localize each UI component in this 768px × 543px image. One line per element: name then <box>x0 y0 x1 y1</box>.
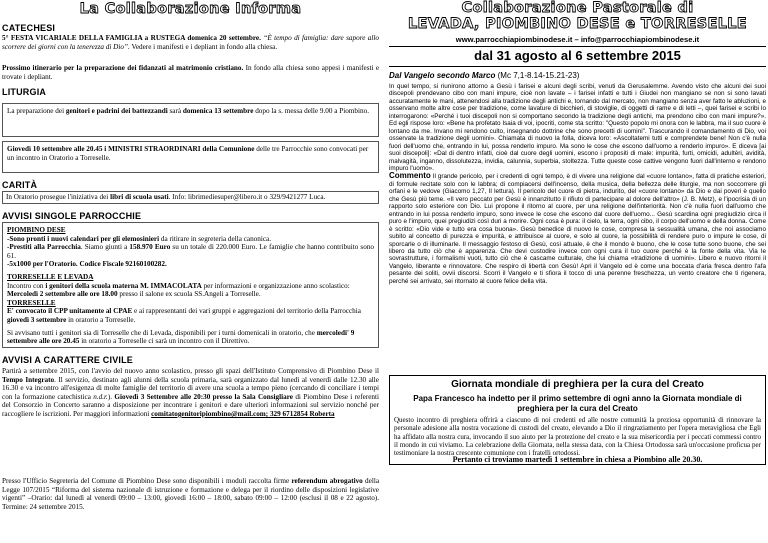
calendari-line: -Sono pronti i nuovi calendari per gli elemosinieri da ritirare in segreteria della canonica. <box>7 234 272 243</box>
scuola-materna-paragraph: Incontro con i genitori della scuola materna M. IMMACOLATA per informazioni e organizzazione anno scolastico: Mercoledì 2 settembre alle ore 18.00 presso il salone ex scuola SS.Angeli a Torreselle. <box>7 281 350 299</box>
avvisi-parrocchie-box <box>2 222 379 348</box>
vangelo-text: In quel tempo, si riunirono attorno a Gesù i farisei e alcuni degli scribi, venuti da Gerusalemme. Avendo visto che alcuni dei suoi discepoli prendevano cibo con mani impure, cioè non lavate – i farisei infatti e tutti i Giudei non mangiano se non si sono lavati accuratamente le mani, attenendosi alla tradizione degli antichi e, tornando dal mercato, non mangiano senza aver fatto le abluzioni, e osservano molte altre cose per tradizione, come lavature di bicchieri, di stoviglie, di oggetti di rame e di letti –, quei farisei e scribi lo interrogarono: «Perché i tuoi discepoli non si comportano secondo la tradizione degli antichi, ma prendono cibo con mani impure?». Ed egli rispose loro: «Bene ha profetato Isaia di voi, ipocriti, come sta scritto: "Questo popolo mi onora con le labbra, ma il suo cuore è lontano da me. Invano mi rendono culto, insegnando dottrine che sono precetti di uomini". Trascurando il comandamento di Dio, voi osservate la tradizione degli uomini». Chiamata di nuovo la folla, diceva loro: «Ascoltatemi tutti e comprendete bene! Non c'è nulla fuori dell'uomo che, entrando in lui, possa renderlo impuro. Ma sono le cose che escono dall'uomo a renderlo impuro». E diceva [ai suoi discepoli]: «Dal di dentro infatti, cioè dal cuore degli uomini, escono i propositi di male: impurità, furti, omicidi, adultèri, avidità, malvagità, inganno, dissolutezza, invidia, calunnia, superbia, stoltezza. Tutte queste cose cattive vengono fuori dall'interno e rendono impuro l'uomo». <box>389 83 766 172</box>
avvisi-civile-heading: AVVISI A CARATTERE CIVILE <box>2 355 134 365</box>
right-title-line1: Collaborazione Pastorale di <box>461 0 694 16</box>
ministri-text-a: Giovedì 10 settembre alle 20.45 i MINISTRI STRAORDINARI della Comunione <box>7 145 255 153</box>
carita-text-c: . Info: librimediesuper@libero.it o 329/9421277 Luca. <box>168 193 326 201</box>
giornata-title: Giornata mondiale di preghiera per la cura del Creato <box>451 379 704 390</box>
liturgia-ministri-box <box>2 141 379 173</box>
carita-text-b: libri di scuola usati <box>110 193 169 201</box>
battesimi-text-e: dopo la s. messa delle 9.00 a Piombino. <box>253 107 369 115</box>
carita-heading: CARITÀ <box>2 180 38 190</box>
cpp-paragraph: E' convocato il CPP unitamente al CPAE e ai rappresentanti dei vari gruppi e aggregazioni del territorio della Parrocchia giovedì 3 settembre in oratorio a Torreselle. <box>7 307 361 324</box>
vangelo-body <box>389 83 766 285</box>
fidanzati-rest: In fondo alla chiesa sono appesi i manifesti e trovate i depliant. <box>2 64 380 81</box>
piombino-title: PIOMBINO DESE <box>7 226 66 234</box>
commento-text: Il grande pericolo, per i credenti di ogni tempo, è di vivere una religione dal «cuore lontano», fatta di pratiche esteriori, di formule recitate solo con le labbra; di compiacersi dell'incenso, della musica, della bellezza delle liturgie, ma non soccorrere gli orfani e le vedove (Giacomo 1,27, II lettura). Il pericolo del cuore di pietra, indurito, del «cuore lontano» da Dio e dai poveri è quello che Gesù più teme. «Il vero peccato per Gesù è innanzitutto il rifiuto di partecipare al dolore dell'altro» (J. B. Metz), e l'ipocrisia di un rapporto solo esteriore con Dio. Lui propone il ritorno al cuore, per una religione dell'interiorità. Non c'è nulla fuori dall'uomo che entrando in lui possa renderlo impuro, sono invece le cose che escono dal cuore dell'uomo... Gesù scardina ogni pregiudizio circa il puro e l'impuro, quei pregiudizi così duri a morire. Ogni cosa è pura: il cielo, la terra, ogni cibo, il corpo dell'uomo e della donna. Come è scritto: «Dio vide e tutto era cosa buona». Gesù benedice di nuovo le cose, compresa la sessualità umana, che noi associamo subito al concetto di purezza e impurità, e attribuisce al cuore, e solo al cuore, la possibilità di rendere puro o impure le cose, di sporcarle o di illuminarle. Il messaggio festoso di Gesù, così attuale, è che il mondo è buono, che le cose tutte sono buone, che sei libero da tutto ciò che è apparenza. Che devi custodire invece con ogni cura il tuo cuore perché è la fonte della vita. Via le sovrastrutture, i formalismi vuoti, tutto ciò che è cascame culturale, che lui chiama «tradizione di uomini». Libero e nuovo ritorni il Vangelo, liberante e rinnovatore. Che respiro di libertà con Gesù! Apri il Vangelo ed è come una boccata d'aria fresca dentro l'afa pesante dei soliti, ovvii discorsi. Scorri il Vangelo e ti sfiora il tocco di una perenne freschezza, un vento creatore che ti rigenera, perché sei arrivato, sei ritornato al cuore felice della vita. <box>389 173 766 285</box>
cinque-per-mille-line: -5x1000 per l'Oratorio. Codice Fiscale 92160100282. <box>7 260 167 269</box>
liturgia-heading: LITURGIA <box>2 87 47 97</box>
catechesi-festa-paragraph <box>2 34 379 51</box>
giornata-closing: Pertanto ci troviamo martedì 1 settembre in chiesa a Piombino alle 20.30. <box>452 455 703 464</box>
festa-rest: Vedere i manifesti e i depliant in fondo alla chiesa. <box>131 42 278 51</box>
battesimi-text-d: domenica 13 settembre <box>182 107 254 115</box>
battesimi-text-b: genitori e padrini dei battezzandi <box>65 107 168 115</box>
liturgia-battesimi-box <box>2 103 379 137</box>
festa-italic: “È tempo di famiglia: dare sapore allo scorrere dei giorni con la tenerezza di Dio”. <box>2 34 379 51</box>
vangelo-heading: Dal Vangelo secondo Marco (Mc 7,1-8.14-15.21-23) <box>389 71 580 80</box>
contact-email[interactable]: comitatogenitoripiombino@mail.com; 329 6712854 Roberta <box>151 409 335 418</box>
festa-bold: 5° FESTA VICARIALE DELLA FAMIGLIA a RUSTEGA domenica 20 settembre. <box>2 34 261 42</box>
date-divider <box>389 66 766 67</box>
carita-box <box>2 191 379 204</box>
prestiti-line: -Prestiti alla Parrocchia. Siamo giunti a 158.970 Euro su un totale di 220.000 Euro. Le famiglie che hanno contribuito sono 61. <box>7 243 375 260</box>
fidanzati-bold: Prossimo itinerario per la preparazione dei fidanzati al matrimonio cristiano. <box>2 64 244 72</box>
avvisi-parrocchie-heading: AVVISI SINGOLE PARROCCHIE <box>2 211 142 221</box>
battesimi-text-c: sarà <box>167 107 183 115</box>
catechesi-heading: CATECHESI <box>2 23 56 33</box>
tempo-integrato-paragraph: Partirà a settembre 2015, con l'avvio del nuovo anno scolastico, presso gli spazi dell'Istituto Comprensivo di Piombino Dese il Tempo Integrato. Il servizio, destinato agli alunni della scuola primaria, sarà organizzato dal lunedì al venerdì dalle 12.30 alle 16.30 e va incontro all'esigenza di molte famiglie del territorio di avere una scuola a tempo pieno (cercando di conciliare i tempi con la formazione catechistica n.d.r.). Giovedì 3 Settembre alle 20:30 presso la Sala Consigliare di Piombino Dese i referenti del Consorzio in Concerto saranno a disposizione per incontrare i genitori e dare ulteriori informazioni sul servizio nonché per raccogliere le iscrizioni. Per maggiori informazioni comitatogenitoripiombino@mail.com; 329 6712854 Roberta <box>2 367 380 418</box>
left-title: La Collaborazione Informa <box>79 1 302 17</box>
carita-text-a: In Oratorio prosegue l'iniziativa dei <box>6 193 111 201</box>
date-range: dal 31 agosto al 6 settembre 2015 <box>474 48 681 63</box>
giornata-creato-box <box>389 375 766 465</box>
giornata-body: Questo incontro di preghiera offrirà a ciascuno di noi credenti ed alle nostre comunità la preziosa opportunità di rinnovare la personale adesione alla nostra vocazione di custodi del creato, elevando a Dio il ringraziamento per l'opera meravigliosa che Egli ha affidato alla nostra cura, invocando il suo aiuto per la protezione del creato e la sua misericordia per i peccati commessi contro il mondo in cui viviamo. La celebrazione della Giornata, nella stessa data, con la Chiesa Ortodossa sarà un'occasione proficua per testimoniare la nostra crescente comunione con i fratelli ortodossi. <box>394 416 761 458</box>
turni-paragraph: Si avvisano tutti i genitori sia di Torreselle che di Levada, disponibili per i turni domenicali in oratorio, che mercoledi' 9 settembre alle ore 20.45 in oratorio a Torreselle ci sarà un incontro con il Direttivo. <box>7 328 355 346</box>
ministri-text-b: delle tre Parrocchie sono convocati per un incontro in Oratorio a Torreselle. <box>7 145 369 162</box>
website-email-line[interactable]: www.parrocchiapiombinodese.it – info@parrocchiapiombinodese.it <box>455 35 700 44</box>
catechesi-fidanzati-paragraph <box>2 64 379 81</box>
battesimi-text-a: La preparazione dei <box>7 107 66 115</box>
torreselle-title: TORRESELLE <box>7 298 56 307</box>
right-title-line2: LEVADA, PIOMBINO DESE e TORRESELLE <box>407 16 748 32</box>
commento-lead: Commento <box>389 171 431 181</box>
referendum-paragraph: Presso l'Ufficio Segreteria del Comune di Piombino Dese sono disponibili i moduli raccolta firme referendum abrogativo della Legge 107/2015 “Riforma del sistema nazionale di istruzione e formazione e delega per il riordino delle disposizioni legislative vigenti” –Orario: dal lunedì al venerdì 09:00 – 13:00, giovedì 16:00 – 18:00, sabato 09:00 – 12:00 (esclusi il 08 e 22 agosto). Termine: 24 settembre 2015. <box>2 477 380 511</box>
torreselle-levada-title: TORRESELLE E LEVADA <box>7 272 94 281</box>
giornata-subtitle: Papa Francesco ha indetto per il primo settembre di ogni anno la Giornata mondiale di preghiera per la cura del Creato <box>413 394 742 413</box>
top-divider <box>389 46 766 47</box>
